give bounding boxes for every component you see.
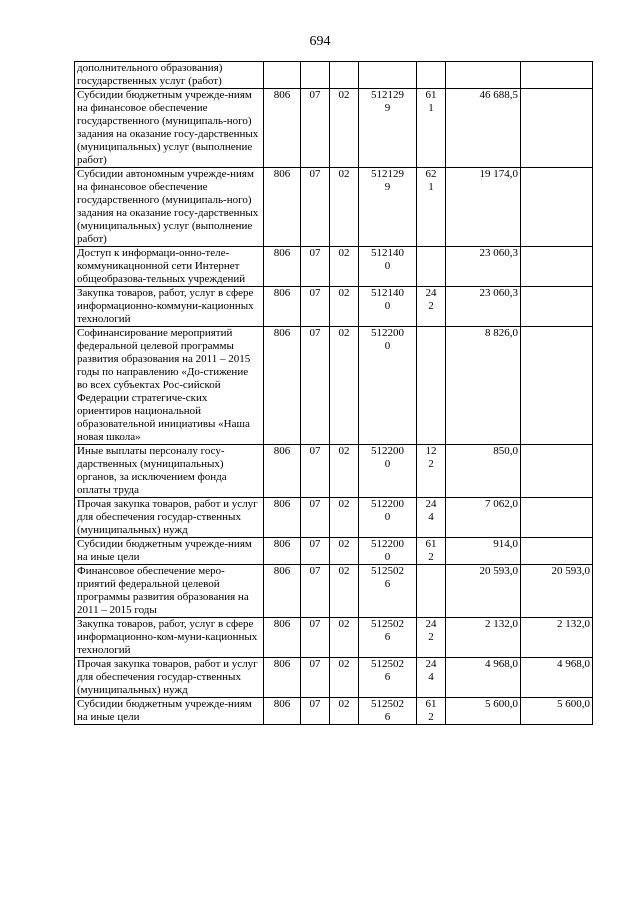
section-code — [301, 538, 330, 565]
target-article-code — [359, 247, 417, 287]
target-article-code-line1: 512200 — [371, 498, 404, 510]
subsection-code — [330, 565, 359, 618]
section-code-value: 07 — [309, 287, 321, 299]
subsection-code-value: 02 — [338, 168, 350, 180]
target-article-code — [359, 658, 417, 698]
target-article-code-line1: 512502 — [371, 658, 404, 670]
section-code — [301, 618, 330, 658]
subsection-code — [330, 327, 359, 445]
expense-type-code-line2: 2 — [428, 711, 434, 723]
expense-type-code — [417, 538, 446, 565]
subsection-code — [330, 247, 359, 287]
table-row — [75, 327, 593, 445]
target-article-code-line2: 0 — [384, 458, 391, 470]
ministry-code-value: 806 — [273, 498, 291, 510]
table-row — [75, 89, 593, 168]
amount-federal — [521, 327, 593, 445]
expense-type-code — [417, 498, 446, 538]
row-name: Закупка товаров, работ, услуг в сфере информационно-коммуни-кационных технологий — [75, 287, 264, 327]
ministry-code — [264, 445, 301, 498]
target-article-code-line2: 0 — [384, 511, 391, 523]
target-article-code — [359, 62, 417, 89]
amount-total: 23 060,3 — [446, 287, 521, 327]
row-name: Финансовое обеспечение меро-приятий федеральной целевой программы развития образования на 2011 – 2015 годы — [75, 565, 264, 618]
target-article-code-line1: 512129 — [371, 168, 404, 180]
table-row — [75, 168, 593, 247]
section-code-value: 07 — [309, 445, 321, 457]
table-row — [75, 247, 593, 287]
amount-federal: 20 593,0 — [521, 565, 593, 618]
subsection-code — [330, 168, 359, 247]
budget-table — [74, 61, 593, 725]
subsection-code — [330, 89, 359, 168]
ministry-code — [264, 498, 301, 538]
ministry-code — [264, 89, 301, 168]
ministry-code-value: 806 — [273, 658, 291, 670]
target-article-code-line1: 512200 — [371, 538, 404, 550]
row-name: Доступ к информаци-онно-теле-коммуникацнонной сети Интернет общеобразова-тельных учреждений — [75, 247, 264, 287]
target-article-code — [359, 698, 417, 725]
expense-type-code — [417, 247, 446, 287]
amount-total: 19 174,0 — [446, 168, 521, 247]
expense-type-code-line2: 4 — [428, 671, 434, 683]
target-article-code — [359, 445, 417, 498]
expense-type-code-line2: 2 — [428, 300, 434, 312]
expense-type-code — [417, 445, 446, 498]
expense-type-code-line2: 2 — [428, 551, 434, 563]
target-article-code-line2: 9 — [384, 102, 391, 114]
target-article-code — [359, 538, 417, 565]
subsection-code — [330, 498, 359, 538]
section-code-value: 07 — [309, 498, 321, 510]
subsection-code-value: 02 — [338, 538, 350, 550]
ministry-code — [264, 62, 301, 89]
target-article-code-line2: 0 — [384, 260, 391, 272]
subsection-code-value: 02 — [338, 565, 350, 577]
target-article-code — [359, 498, 417, 538]
row-name: Субсидии бюджетным учрежде-ниям на финансовое обеспечение государственного (муниципаль-ного) задания на оказание госу-дарственных (муниципальных) услуг (выполнение работ) — [75, 89, 264, 168]
ministry-code-value: 806 — [273, 565, 291, 577]
section-code — [301, 445, 330, 498]
target-article-code-line2: 0 — [384, 340, 391, 352]
section-code-value: 07 — [309, 247, 321, 259]
section-code-value: 07 — [309, 698, 321, 710]
expense-type-code-line1: 61 — [425, 538, 437, 550]
table-row — [75, 565, 593, 618]
expense-type-code — [417, 62, 446, 89]
target-article-code — [359, 89, 417, 168]
amount-federal — [521, 168, 593, 247]
section-code — [301, 168, 330, 247]
section-code — [301, 565, 330, 618]
amount-total: 23 060,3 — [446, 247, 521, 287]
target-article-code-line1: 512140 — [371, 247, 404, 259]
section-code-value: 07 — [309, 327, 321, 339]
amount-federal — [521, 247, 593, 287]
amount-federal — [521, 89, 593, 168]
target-article-code-line1: 512140 — [371, 287, 404, 299]
subsection-code — [330, 538, 359, 565]
target-article-code-line1: 512129 — [371, 89, 404, 101]
section-code — [301, 698, 330, 725]
ministry-code — [264, 287, 301, 327]
section-code — [301, 247, 330, 287]
expense-type-code — [417, 565, 446, 618]
table-row — [75, 287, 593, 327]
ministry-code-value: 806 — [273, 538, 291, 550]
section-code — [301, 658, 330, 698]
row-name: Прочая закупка товаров, работ и услуг для обеспечения государ-ственных (муниципальных) нужд — [75, 658, 264, 698]
row-name: Иные выплаты персоналу госу-дарственных (муниципальных) органов, за исключением фонда оплаты труда — [75, 445, 264, 498]
target-article-code-line1: 512200 — [371, 445, 404, 457]
subsection-code-value: 02 — [338, 89, 350, 101]
expense-type-code-line1: 24 — [425, 658, 437, 670]
target-article-code-line2: 0 — [384, 551, 391, 563]
ministry-code-value: 806 — [273, 168, 291, 180]
amount-total: 5 600,0 — [446, 698, 521, 725]
expense-type-code-line1: 24 — [425, 287, 437, 299]
amount-federal — [521, 498, 593, 538]
amount-federal: 2 132,0 — [521, 618, 593, 658]
ministry-code — [264, 168, 301, 247]
target-article-code-line2: 6 — [384, 631, 391, 643]
section-code-value: 07 — [309, 565, 321, 577]
section-code — [301, 62, 330, 89]
section-code-value: 07 — [309, 89, 321, 101]
row-name: Субсидии бюджетным учрежде-ниям на иные цели — [75, 698, 264, 725]
row-name: Софинансирование мероприятий федеральной целевой программы развития образования на 2011 – 2015 годы по направлению «До-стижение во всех субъектах Рос-сийской Федерации стратегиче-ских ориентиров национальной образовательной инициативы «Наша новая школа» — [75, 327, 264, 445]
subsection-code — [330, 658, 359, 698]
ministry-code-value: 806 — [273, 698, 291, 710]
section-code-value: 07 — [309, 618, 321, 630]
ministry-code — [264, 565, 301, 618]
ministry-code — [264, 327, 301, 445]
expense-type-code-line2: 1 — [428, 181, 434, 193]
row-name: Субсидии бюджетным учрежде-ниям на иные цели — [75, 538, 264, 565]
table-row — [75, 498, 593, 538]
expense-type-code — [417, 698, 446, 725]
table-row — [75, 658, 593, 698]
page-number: 694 — [309, 34, 331, 49]
expense-type-code-line1: 62 — [425, 168, 437, 180]
ministry-code — [264, 247, 301, 287]
amount-total: 914,0 — [446, 538, 521, 565]
subsection-code-value: 02 — [338, 247, 350, 259]
table-body — [75, 62, 593, 725]
section-code-value: 07 — [309, 538, 321, 550]
amount-federal — [521, 445, 593, 498]
subsection-code — [330, 698, 359, 725]
row-name: Закупка товаров, работ, услуг в сфере информационно-ком-муни-кационных технологий — [75, 618, 264, 658]
ministry-code-value: 806 — [273, 445, 291, 457]
subsection-code — [330, 445, 359, 498]
subsection-code-value: 02 — [338, 287, 350, 299]
subsection-code-value: 02 — [338, 327, 350, 339]
target-article-code — [359, 168, 417, 247]
expense-type-code-line1: 24 — [425, 618, 437, 630]
expense-type-code-line1: 24 — [425, 498, 437, 510]
amount-total: 2 132,0 — [446, 618, 521, 658]
ministry-code-value: 806 — [273, 618, 291, 630]
ministry-code — [264, 538, 301, 565]
amount-federal — [521, 62, 593, 89]
amount-total: 7 062,0 — [446, 498, 521, 538]
subsection-code — [330, 62, 359, 89]
expense-type-code-line2: 2 — [428, 631, 434, 643]
ministry-code — [264, 658, 301, 698]
amount-federal: 4 968,0 — [521, 658, 593, 698]
ministry-code-value: 806 — [273, 89, 291, 101]
expense-type-code — [417, 287, 446, 327]
section-code — [301, 89, 330, 168]
table-row — [75, 618, 593, 658]
target-article-code-line1: 512502 — [371, 565, 404, 577]
expense-type-code-line2: 2 — [428, 458, 434, 470]
row-name: дополнительного образования) государственных услуг (работ) — [75, 62, 264, 89]
amount-federal — [521, 538, 593, 565]
table-row — [75, 445, 593, 498]
ministry-code — [264, 618, 301, 658]
amount-total: 20 593,0 — [446, 565, 521, 618]
target-article-code-line1: 512502 — [371, 698, 404, 710]
section-code-value: 07 — [309, 658, 321, 670]
expense-type-code-line2: 4 — [428, 511, 434, 523]
target-article-code-line1: 512200 — [371, 327, 404, 339]
row-name: Субсидии автономным учрежде-ниям на финансовое обеспечение государственного (муниципаль-ного) задания на оказание госу-дарственных (муниципальных) услуг (выполнение работ) — [75, 168, 264, 247]
table-row — [75, 698, 593, 725]
subsection-code-value: 02 — [338, 445, 350, 457]
row-name: Прочая закупка товаров, работ и услуг для обеспечения государ-ственных (муниципальных) нужд — [75, 498, 264, 538]
subsection-code-value: 02 — [338, 658, 350, 670]
ministry-code-value: 806 — [273, 327, 291, 339]
amount-total: 850,0 — [446, 445, 521, 498]
subsection-code-value: 02 — [338, 698, 350, 710]
expense-type-code-line1: 61 — [425, 698, 437, 710]
amount-total: 46 688,5 — [446, 89, 521, 168]
section-code — [301, 498, 330, 538]
expense-type-code — [417, 618, 446, 658]
amount-total: 4 968,0 — [446, 658, 521, 698]
expense-type-code-line1: 61 — [425, 89, 437, 101]
table-row — [75, 538, 593, 565]
amount-total — [446, 62, 521, 89]
section-code-value: 07 — [309, 168, 321, 180]
expense-type-code — [417, 168, 446, 247]
target-article-code-line2: 0 — [384, 300, 391, 312]
target-article-code-line2: 9 — [384, 181, 391, 193]
target-article-code-line2: 6 — [384, 711, 391, 723]
expense-type-code-line1: 12 — [425, 445, 437, 457]
amount-federal: 5 600,0 — [521, 698, 593, 725]
amount-total: 8 826,0 — [446, 327, 521, 445]
expense-type-code — [417, 89, 446, 168]
expense-type-code — [417, 658, 446, 698]
section-code — [301, 287, 330, 327]
section-code — [301, 327, 330, 445]
ministry-code-value: 806 — [273, 247, 291, 259]
target-article-code-line2: 6 — [384, 578, 391, 590]
expense-type-code — [417, 327, 446, 445]
subsection-code-value: 02 — [338, 498, 350, 510]
subsection-code — [330, 618, 359, 658]
expense-type-code-line2: 1 — [428, 102, 434, 114]
subsection-code-value: 02 — [338, 618, 350, 630]
amount-federal — [521, 287, 593, 327]
subsection-code — [330, 287, 359, 327]
target-article-code-line2: 6 — [384, 671, 391, 683]
target-article-code — [359, 327, 417, 445]
target-article-code-line1: 512502 — [371, 618, 404, 630]
table-row — [75, 62, 593, 89]
ministry-code-value: 806 — [273, 287, 291, 299]
target-article-code — [359, 618, 417, 658]
ministry-code — [264, 698, 301, 725]
target-article-code — [359, 287, 417, 327]
target-article-code — [359, 565, 417, 618]
